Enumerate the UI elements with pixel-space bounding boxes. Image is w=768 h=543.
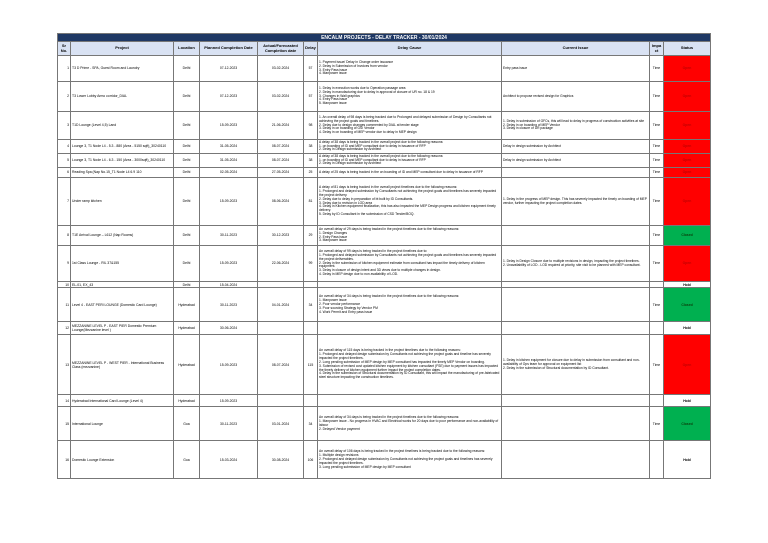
row-actual-date-cell: 21-06-2024: [258, 112, 304, 140]
row-planned-date-cell: 02-05-2024: [200, 168, 258, 178]
table-row: [58, 322, 711, 335]
row-location-cell: Hyderabad: [174, 335, 200, 395]
row-location-cell: Delhi: [174, 140, 200, 154]
table-row: [58, 335, 711, 395]
row-actual-date-cell: [258, 395, 304, 407]
row-actual-date-cell: 08-07-2024: [258, 140, 304, 154]
row-delay-cell: [304, 322, 318, 335]
row-impact-cell: Time: [650, 178, 664, 226]
row-sr-cell: 2: [58, 82, 71, 112]
row-current-issue-cell: [502, 395, 650, 407]
row-current-issue-cell: Architect to propose revised design for Graphics: [502, 82, 650, 112]
row-delay-cell: 106: [304, 441, 318, 479]
row-actual-date-cell: [258, 322, 304, 335]
row-delay-cause-cell: [318, 322, 502, 335]
row-status-cell: Hold: [664, 441, 711, 479]
row-impact-cell: Time: [650, 168, 664, 178]
table-row: [58, 140, 711, 154]
row-impact-cell: Time: [650, 112, 664, 140]
row-actual-date-cell: 04-01-2024: [258, 288, 304, 322]
table-row: [58, 112, 711, 140]
row-sr-cell: 15: [58, 407, 71, 441]
row-impact-cell: Time: [650, 246, 664, 282]
row-planned-date-cell: 15-09-2023: [200, 395, 258, 407]
header-actual-date: Actual/Forecasted Completion date: [258, 42, 304, 56]
row-delay-cause-cell: A delay of 38 days is being tracked in the overall project due to the following reasons: 1. on boarding of ID and MEP consultant due to delay in issuance of RFP 2. Delay in Design submission by Architect: [318, 154, 502, 168]
row-delay-cause-cell: A delay of 25 days is being tracked in the on boarding of ID and MEP consultant due to delay in issuance of RFP: [318, 168, 502, 178]
row-current-issue-cell: Delay in design submission by Architect: [502, 140, 650, 154]
row-actual-date-cell: 03-02-2024: [258, 56, 304, 82]
row-planned-date-cell: 30-11-2023: [200, 407, 258, 441]
row-status-cell: Hold: [664, 395, 711, 407]
row-sr-cell: 3: [58, 112, 71, 140]
row-actual-date-cell: 08-06-2024: [258, 178, 304, 226]
row-current-issue-cell: Entry pass issue: [502, 56, 650, 82]
row-location-cell: Delhi: [174, 282, 200, 288]
row-delay-cell: 29: [304, 226, 318, 246]
row-planned-date-cell: 31-05-2024: [200, 154, 258, 168]
header-location: Location: [174, 42, 200, 56]
row-impact-cell: Time: [650, 288, 664, 322]
header-impact: Impact: [650, 42, 664, 56]
row-actual-date-cell: 03-01-2024: [258, 407, 304, 441]
table-row: [58, 246, 711, 282]
row-sr-cell: 6: [58, 168, 71, 178]
row-project-cell: International Lounge: [71, 407, 174, 441]
row-delay-cell: 57: [304, 82, 318, 112]
row-delay-cell: 34: [304, 288, 318, 322]
row-delay-cause-cell: 1. An overall delay of 98 days is being tracked due to Prolonged and delayed submission of Design by Consultants not achieving the project goals and timelines. 2. Delay due to design changes commented by DIAL at tender stage 3. Delay in on boarding of GSI Vendor 4. Delay in on boarding of MEP vendor due to delay in MEP design: [318, 112, 502, 140]
row-delay-cause-cell: An overall delay of 34 days is being tracked in the project timelines due to the following reasons: 1. Manpower issue - No progress in HVAC and Electrical works for 20 days due to poor performance and non-availability of labour 2. Delayed Vendor payment: [318, 407, 502, 441]
row-project-cell: T1E Arrival Lounge – L612 (Nap Rooms): [71, 226, 174, 246]
header-planned-date: Planned Completion Date: [200, 42, 258, 56]
table-row: [58, 154, 711, 168]
row-delay-cause-cell: An overall delay of 99 days is being tracked in the project timelines due to: 1. Prolonged and delayed submission by Consultants not achieving the project goals and timelines has severely impacted the project deliverables. 2. Delay in the submission of kitchen equipment estimate from consultant has impact the timely delivery of kitchen equipment. 3. Delay in closure of design intent and 3D views due to multiple changes in design. 4. Delay in MEP design due to non availability of LOD.: [318, 246, 502, 282]
table-row: [58, 178, 711, 226]
row-delay-cause-cell: A delay of 38 days is being tracked in the overall project due to the following reasons: 1. on boarding of ID and MEP consultant due to delay in issuance of RFP 2. Delay in Design submission by Architect: [318, 140, 502, 154]
row-delay-cell: 38: [304, 140, 318, 154]
row-delay-cause-cell: 1. Delay in execution works due to Operation passage area 2. Delay in manufacturing due to delay in approval of closure of UR no. 18 & 19 3. Changes in Wall graphics 4. Entry Pass issue 5. Manpower issue: [318, 82, 502, 112]
row-project-cell: MEZZANINE LEVEL P - EAST PIER Domestic Premium Lounge(Mezzanine level ): [71, 322, 174, 335]
header-status: Status: [664, 42, 711, 56]
row-delay-cell: [304, 395, 318, 407]
row-impact-cell: [650, 395, 664, 407]
row-location-cell: Delhi: [174, 112, 200, 140]
row-sr-cell: 11: [58, 288, 71, 322]
row-location-cell: Hyderabad: [174, 395, 200, 407]
row-delay-cell: 57: [304, 56, 318, 82]
row-current-issue-cell: [502, 322, 650, 335]
row-impact-cell: Time: [650, 140, 664, 154]
header-sr: Sr No.: [58, 42, 71, 56]
row-location-cell: Delhi: [174, 168, 200, 178]
row-delay-cause-cell: An overall delay of 115 days is being tracked in the project timelines due to the following reasons: 1. Prolonged and delayed design submission by Consultants not achieving the project goals and timeline has severely impacted the project timelines. 2. Long pending submission of MEP design by MEP consultant has impacted the timely MEP Vendor on boarding. 3. Submission of revised cost updated kitchen equipment by kitchen consultant (FSE) due to payment issues has impacted the timely delivery of kitchen equipment further impact the project completion dates. 4. Delay in the submission of Structural documentation by ID Consultant, this will impact the manufacturing of pre-fabricated steel structure impacting the construction timelines.: [318, 335, 502, 395]
row-current-issue-cell: [502, 441, 650, 479]
row-location-cell: Delhi: [174, 56, 200, 82]
delay-tracker-sheet: [57, 33, 710, 479]
row-planned-date-cell: 15-09-2023: [200, 335, 258, 395]
row-status-cell: Open: [664, 140, 711, 154]
row-current-issue-cell: [502, 226, 650, 246]
row-location-cell: Hyderabad: [174, 288, 200, 322]
row-delay-cause-cell: An overall delay of 106 days is being tracked in the project timelines is being tracked due to the following reasons: 1. Multiple design revisions 2. Prolonged and delayed design submission by Consultants not achieving the project goals and timelines has severely impacted the project timelines. 3. Long pending submission of MEP design by MEP consultant: [318, 441, 502, 479]
row-location-cell: Delhi: [174, 82, 200, 112]
row-status-cell: Open: [664, 82, 711, 112]
header-project: Project: [71, 42, 174, 56]
row-delay-cause-cell: 1. Payment issue/ Delay in Change order issuance 2. Delay in Submission of Invoices from vendor 3. Entry Pass issue 4. Manpower issue: [318, 56, 502, 82]
row-impact-cell: Time: [650, 335, 664, 395]
table-row: [58, 441, 711, 479]
row-actual-date-cell: 27-05-2024: [258, 168, 304, 178]
row-current-issue-cell: 1. Delay in the progress of MEP design. This has severely impacted the timely on boarding of MEP vendor, further impacting the project completion dates.: [502, 178, 650, 226]
row-delay-cell: 115: [304, 335, 318, 395]
row-location-cell: Delhi: [174, 226, 200, 246]
row-project-cell: Lounge 3, T1 Node L4 - 6.3 - 150 (Area - 3000sqft)_30240110: [71, 154, 174, 168]
row-sr-cell: 10: [58, 282, 71, 288]
row-impact-cell: Time: [650, 226, 664, 246]
table-row: [58, 407, 711, 441]
header-delay-cause: Delay Cause: [318, 42, 502, 56]
row-current-issue-cell: 1. Delay in submission of GFCs, this will lead to delay in progress of construction activities at site 2. Delay in on boarding of MEP Vendor 3. Delay in closure of UR package: [502, 112, 650, 140]
row-project-cell: Hyderabad International Card Lounge (Level 4): [71, 395, 174, 407]
row-current-issue-cell: 1. Delay in kitchen equipment for closure due to delay in submission from consultant and non-availability of Ops team for approval on equipment list 2. Delay in the submission of Structural documentation by ID Consultant.: [502, 335, 650, 395]
row-current-issue-cell: 1. Delay in Design Closure due to multiple revisions in design, impacting the project timelines. 2. Unavailability of LOD - LOD required at priority, site visit to be planned with MEP consultant.: [502, 246, 650, 282]
row-sr-cell: 5: [58, 154, 71, 168]
row-project-cell: Domestic Lounge Extension: [71, 441, 174, 479]
row-sr-cell: 7: [58, 178, 71, 226]
row-impact-cell: Time: [650, 82, 664, 112]
row-sr-cell: 4: [58, 140, 71, 154]
row-actual-date-cell: 30-12-2023: [258, 226, 304, 246]
row-project-cell: Lounge 3, T1 Node L4 - 5.3 - 880 (Area - 5150 sqft)_30240110: [71, 140, 174, 154]
table-row: [58, 82, 711, 112]
row-actual-date-cell: 22-06-2024: [258, 246, 304, 282]
row-current-issue-cell: [502, 288, 650, 322]
row-status-cell: Open: [664, 112, 711, 140]
table-row: [58, 395, 711, 407]
row-planned-date-cell: 30-11-2023: [200, 288, 258, 322]
row-delay-cell: 99: [304, 246, 318, 282]
row-impact-cell: [650, 322, 664, 335]
row-delay-cell: 38: [304, 154, 318, 168]
row-project-cell: Under ramp kitchen: [71, 178, 174, 226]
row-planned-date-cell: 15-04-2024: [200, 282, 258, 288]
row-delay-cell: 25: [304, 168, 318, 178]
row-planned-date-cell: 30-11-2023: [200, 226, 258, 246]
row-impact-cell: Time: [650, 56, 664, 82]
row-impact-cell: Time: [650, 154, 664, 168]
row-impact-cell: [650, 441, 664, 479]
title-row: [58, 34, 711, 42]
row-status-cell: Open: [664, 335, 711, 395]
row-planned-date-cell: 31-05-2024: [200, 140, 258, 154]
row-sr-cell: 1: [58, 56, 71, 82]
row-status-cell: Hold: [664, 282, 711, 288]
header-current-issue: Current Issue: [502, 42, 650, 56]
row-actual-date-cell: 03-02-2024: [258, 82, 304, 112]
row-status-cell: Closed: [664, 288, 711, 322]
row-status-cell: Closed: [664, 226, 711, 246]
header-row: [58, 42, 711, 56]
row-status-cell: Open: [664, 246, 711, 282]
delay-tracker-table: [57, 33, 711, 479]
row-current-issue-cell: Delay in design submission by Architect: [502, 154, 650, 168]
header-delay: Delay: [304, 42, 318, 56]
row-location-cell: Hyderabad: [174, 322, 200, 335]
row-project-cell: Level 4 - EAST PERI LOUNGE (Domestic Card Lounge): [71, 288, 174, 322]
row-sr-cell: 9: [58, 246, 71, 282]
row-project-cell: MEZZANINE LEVEL P - WEST PIER - International Business Class (mezzanine): [71, 335, 174, 395]
row-planned-date-cell: 15-09-2023: [200, 246, 258, 282]
row-planned-date-cell: 15-09-2023: [200, 178, 258, 226]
row-status-cell: Hold: [664, 322, 711, 335]
row-sr-cell: 13: [58, 335, 71, 395]
tracker-title: ENCALM PROJECTS - DELAY TRACKER - 30/01/2024: [58, 34, 711, 42]
row-status-cell: Open: [664, 168, 711, 178]
row-delay-cause-cell: A delay of 81 days is being tracked in the overall project timelines due to the following reasons: 1. Prolonged and delayed submission by Consultants not achieving the project goals and timelines has severely impacted the project delivery. 2. Delay due to delay in preparation of bt built by ID Consultants. 3. Delay due to revision in LOD area 4. Delay in Kitchen equipment finalization, this has also impacted the MEP Design progress and kitchen equipment timely delivery. 5. Delay by ID Consultant in the submission of CSD Tender/BOQ.: [318, 178, 502, 226]
row-status-cell: Open: [664, 178, 711, 226]
row-planned-date-cell: 15-03-2024: [200, 441, 258, 479]
row-planned-date-cell: 30-06-2024: [200, 322, 258, 335]
row-project-cell: T3 D Prime - SPA, Guest Room and Laundry: [71, 56, 174, 82]
row-location-cell: Goa: [174, 407, 200, 441]
row-impact-cell: Time: [650, 407, 664, 441]
row-planned-date-cell: 15-09-2023: [200, 112, 258, 140]
row-location-cell: Goa: [174, 441, 200, 479]
row-delay-cell: 98: [304, 112, 318, 140]
table-row: [58, 288, 711, 322]
table-row: [58, 56, 711, 82]
row-actual-date-cell: 08-07-2024: [258, 154, 304, 168]
row-delay-cell: 34: [304, 407, 318, 441]
row-project-cell: Reading Spa (Nap No.15_T1 Node L4 6.9 110: [71, 168, 174, 178]
table-row: [58, 168, 711, 178]
row-actual-date-cell: 08-07-2024: [258, 335, 304, 395]
row-location-cell: Delhi: [174, 178, 200, 226]
row-delay-cause-cell: An overall delay of 29 days is being tracked in the project timelines due to the following reasons: 1. Design Changes 2. Entry Pass issue 3. Manpower issue: [318, 226, 502, 246]
row-current-issue-cell: [502, 407, 650, 441]
row-actual-date-cell: 30-08-2024: [258, 441, 304, 479]
row-delay-cell: 81: [304, 178, 318, 226]
row-project-cell: 1st Class Lounge - RIL 37&155: [71, 246, 174, 282]
row-status-cell: Closed: [664, 407, 711, 441]
row-planned-date-cell: 07-12-2023: [200, 82, 258, 112]
table-row: [58, 226, 711, 246]
row-sr-cell: 8: [58, 226, 71, 246]
row-project-cell: EL-01, EX_43: [71, 282, 174, 288]
row-current-issue-cell: [502, 168, 650, 178]
row-sr-cell: 12: [58, 322, 71, 335]
row-delay-cause-cell: An overall delay of 34 days is being tracked in the project timelines due to the following reasons: 1. Manpower issue 2. Poor vendor performance 3. Poor sourcing Strategy by Vendor PM 4. Work Permit and Entry pass issue: [318, 288, 502, 322]
row-sr-cell: 14: [58, 395, 71, 407]
row-project-cell: T3 Lower Lobby Armo corridor_DIAL: [71, 82, 174, 112]
row-project-cell: T1D Lounge (Level 4,5) Land: [71, 112, 174, 140]
row-location-cell: Delhi: [174, 154, 200, 168]
row-status-cell: Open: [664, 154, 711, 168]
row-planned-date-cell: 07-12-2023: [200, 56, 258, 82]
row-status-cell: Open: [664, 56, 711, 82]
row-sr-cell: 16: [58, 441, 71, 479]
row-location-cell: Delhi: [174, 246, 200, 282]
row-delay-cause-cell: [318, 395, 502, 407]
